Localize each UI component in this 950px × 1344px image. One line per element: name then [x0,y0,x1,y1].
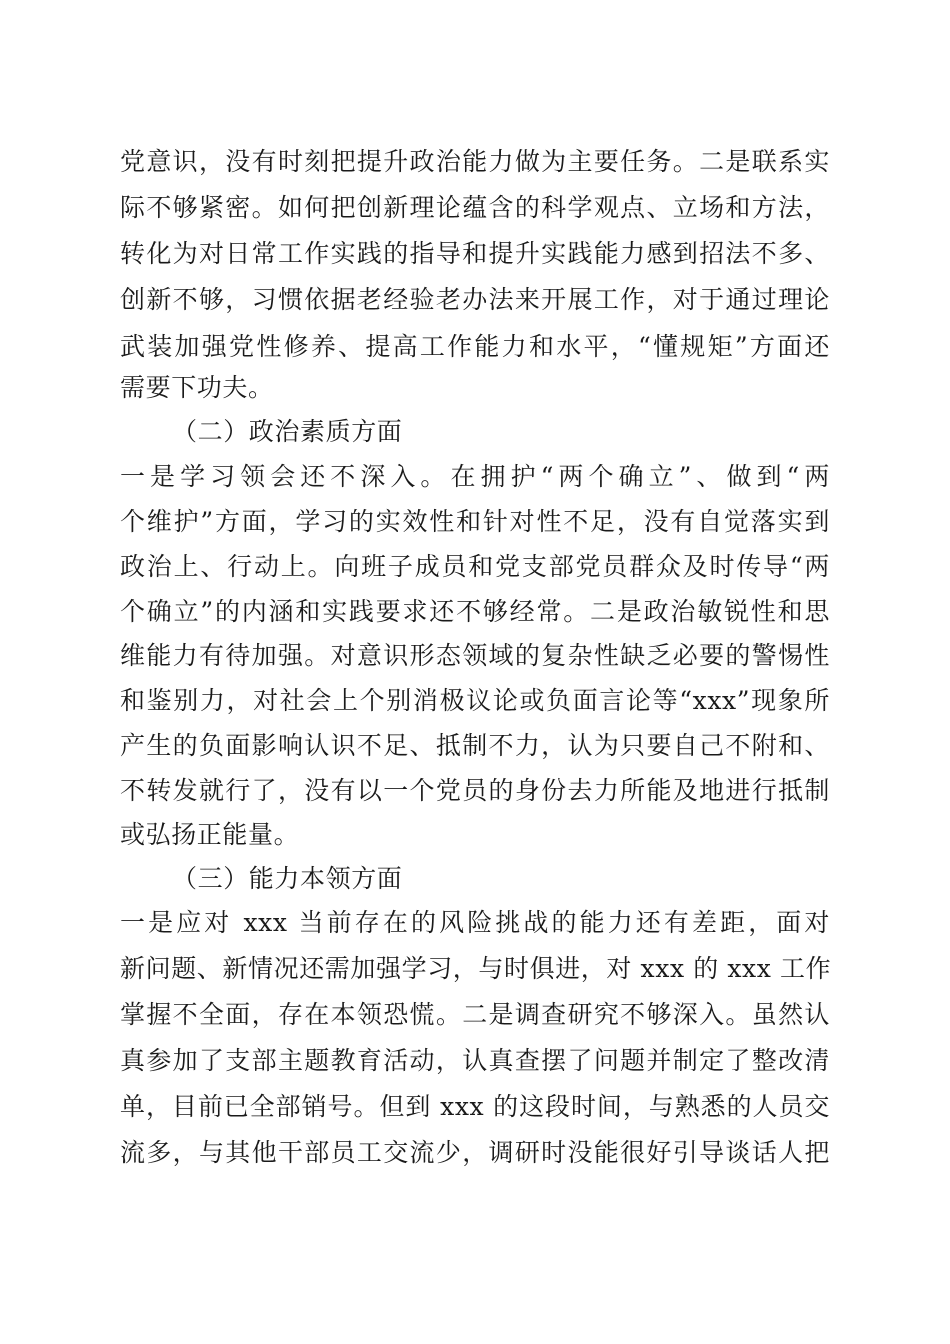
paragraph-line: 创新不够，习惯依据老经验老办法来开展工作，对于通过理论 [120,285,830,314]
paragraph-line: 际不够紧密。如何把创新理论蕴含的科学观点、立场和方法， [120,193,830,222]
paragraph-line: 和鉴别力，对社会上个别消极议论或负面言论等“xxx”现象所 [120,686,830,715]
paragraph-line: 单，目前已全部销号。但到 xxx 的这段时间，与熟悉的人员交 [120,1092,830,1121]
paragraph-line: 或弘扬正能量。 [120,820,300,849]
paragraph-line: 真参加了支部主题教育活动，认真查摆了问题并制定了整改清 [120,1046,830,1075]
paragraph-line: 需要下功夫。 [120,373,274,402]
paragraph-line: 党意识，没有时刻把提升政治能力做为主要任务。二是联系实 [120,147,830,176]
paragraph-line: 一是学习领会还不深入。在拥护“两个确立”、做到“两 [120,462,830,491]
paragraph-line: 不转发就行了，没有以一个党员的身份去力所能及地进行抵制 [120,776,830,805]
section-heading: （三）能力本领方面 [172,864,403,893]
paragraph-line: 个维护”方面，学习的实效性和针对性不足，没有自觉落实到 [120,507,830,536]
section-heading: （二）政治素质方面 [172,417,403,446]
paragraph-line: 维能力有待加强。对意识形态领域的复杂性缺乏必要的警惕性 [120,641,830,670]
paragraph-line: 流多，与其他干部员工交流少，调研时没能很好引导谈话人把 [120,1138,830,1167]
paragraph-line: 掌握不全面，存在本领恐慌。二是调查研究不够深入。虽然认 [120,1000,830,1029]
paragraph-line: 政治上、行动上。向班子成员和党支部党员群众及时传导“两 [120,552,830,581]
paragraph-line: 产生的负面影响认识不足、抵制不力，认为只要自己不附和、 [120,731,830,760]
paragraph-line: 一是应对 xxx 当前存在的风险挑战的能力还有差距，面对 [120,908,830,937]
paragraph-line: 个确立”的内涵和实践要求还不够经常。二是政治敏锐性和思 [120,597,830,626]
paragraph-line: 武装加强党性修养、提高工作能力和水平，“懂规矩”方面还 [120,332,830,361]
paragraph-line: 新问题、新情况还需加强学习，与时俱进，对 xxx 的 xxx 工作 [120,954,832,983]
paragraph-line: 转化为对日常工作实践的指导和提升实践能力感到招法不多、 [120,239,830,268]
